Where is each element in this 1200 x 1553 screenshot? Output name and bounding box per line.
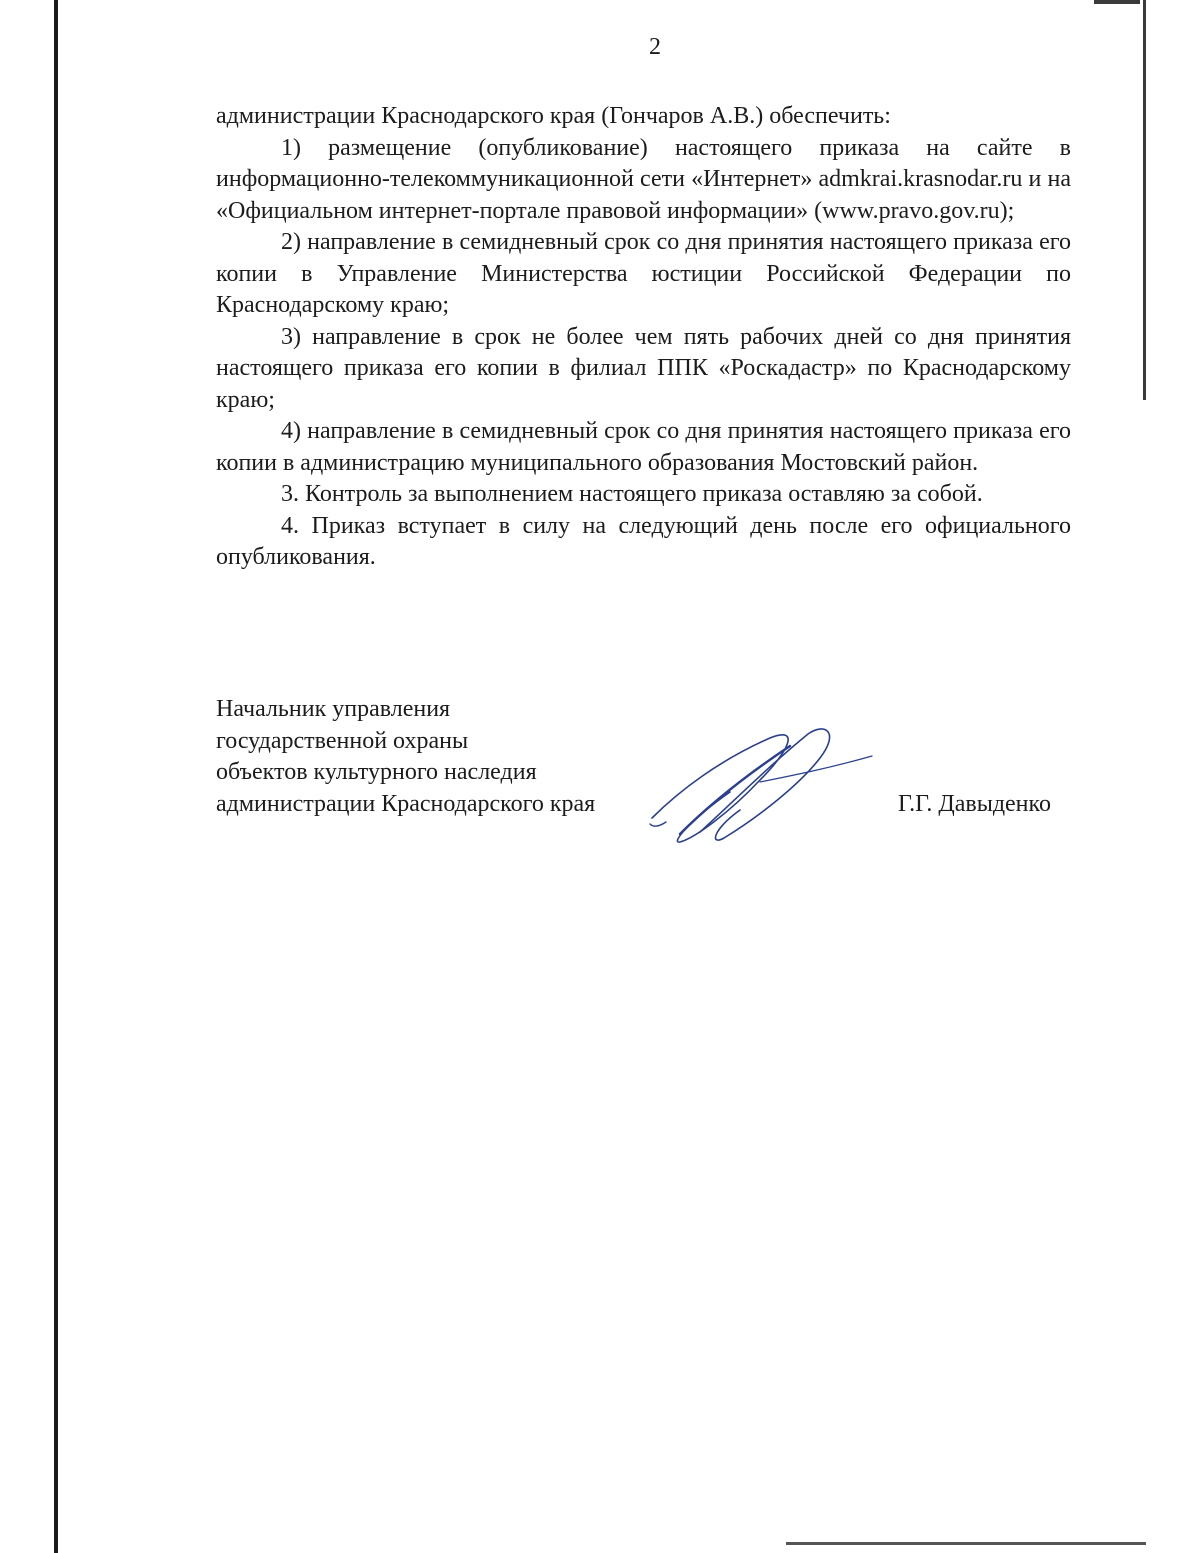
signature-stroke — [700, 729, 830, 840]
scan-edge-bottom — [786, 1542, 1146, 1545]
scan-edge-left — [54, 0, 58, 1553]
paragraph-item-2: 2) направление в семидневный срок со дня принятия настоящего приказа его копии в Управление Министерства юстиции Российской Федерации по Краснодарскому краю; — [216, 229, 1071, 318]
paragraph-item-1: 1) размещение (опубликование) настоящего приказа на сайте в информационно-телекоммуникационной сети «Интернет» admkrai.krasnodar.ru и на «Официальном интернет-портале правовой информации» (www.pravo.gov.ru); — [216, 134, 1071, 224]
handwritten-signature — [640, 720, 880, 850]
paragraph-item-4: 4) направление в семидневный срок со дня принятия настоящего приказа его копии в администрацию муниципального образования Мостовский район. — [216, 418, 1071, 476]
signer-position — [216, 694, 595, 820]
signer-position-line: государственной охраны — [216, 727, 469, 754]
signature-stroke — [680, 746, 790, 834]
signer-name: Г.Г. Давыденко — [898, 791, 1051, 817]
signature-stroke — [650, 822, 666, 826]
signer-position-line: объектов культурного наследия — [216, 759, 537, 785]
paragraph-effect: 4. Приказ вступает в силу на следующий день после его официального опубликования. — [216, 512, 1071, 570]
signature-stroke — [652, 735, 788, 842]
page-number: 2 — [649, 34, 661, 60]
paragraph-control: 3. Контроль за выполнением настоящего приказа оставляю за собой. — [281, 481, 983, 507]
signer-position-line: администрации Краснодарского края — [216, 790, 596, 817]
paragraph-item-3: 3) направление в срок не более чем пять рабочих дней со дня принятия настоящего приказа его копии в филиал ППК «Роскадастр» по Краснодарскому краю; — [216, 323, 1071, 413]
signer-position-line: Начальник управления — [216, 696, 451, 722]
paragraph-continuation: администрации Краснодарского края (Гончаров А.В.) обеспечить: — [216, 103, 891, 129]
document-body — [216, 101, 1071, 574]
scan-edge-top — [1094, 0, 1140, 4]
